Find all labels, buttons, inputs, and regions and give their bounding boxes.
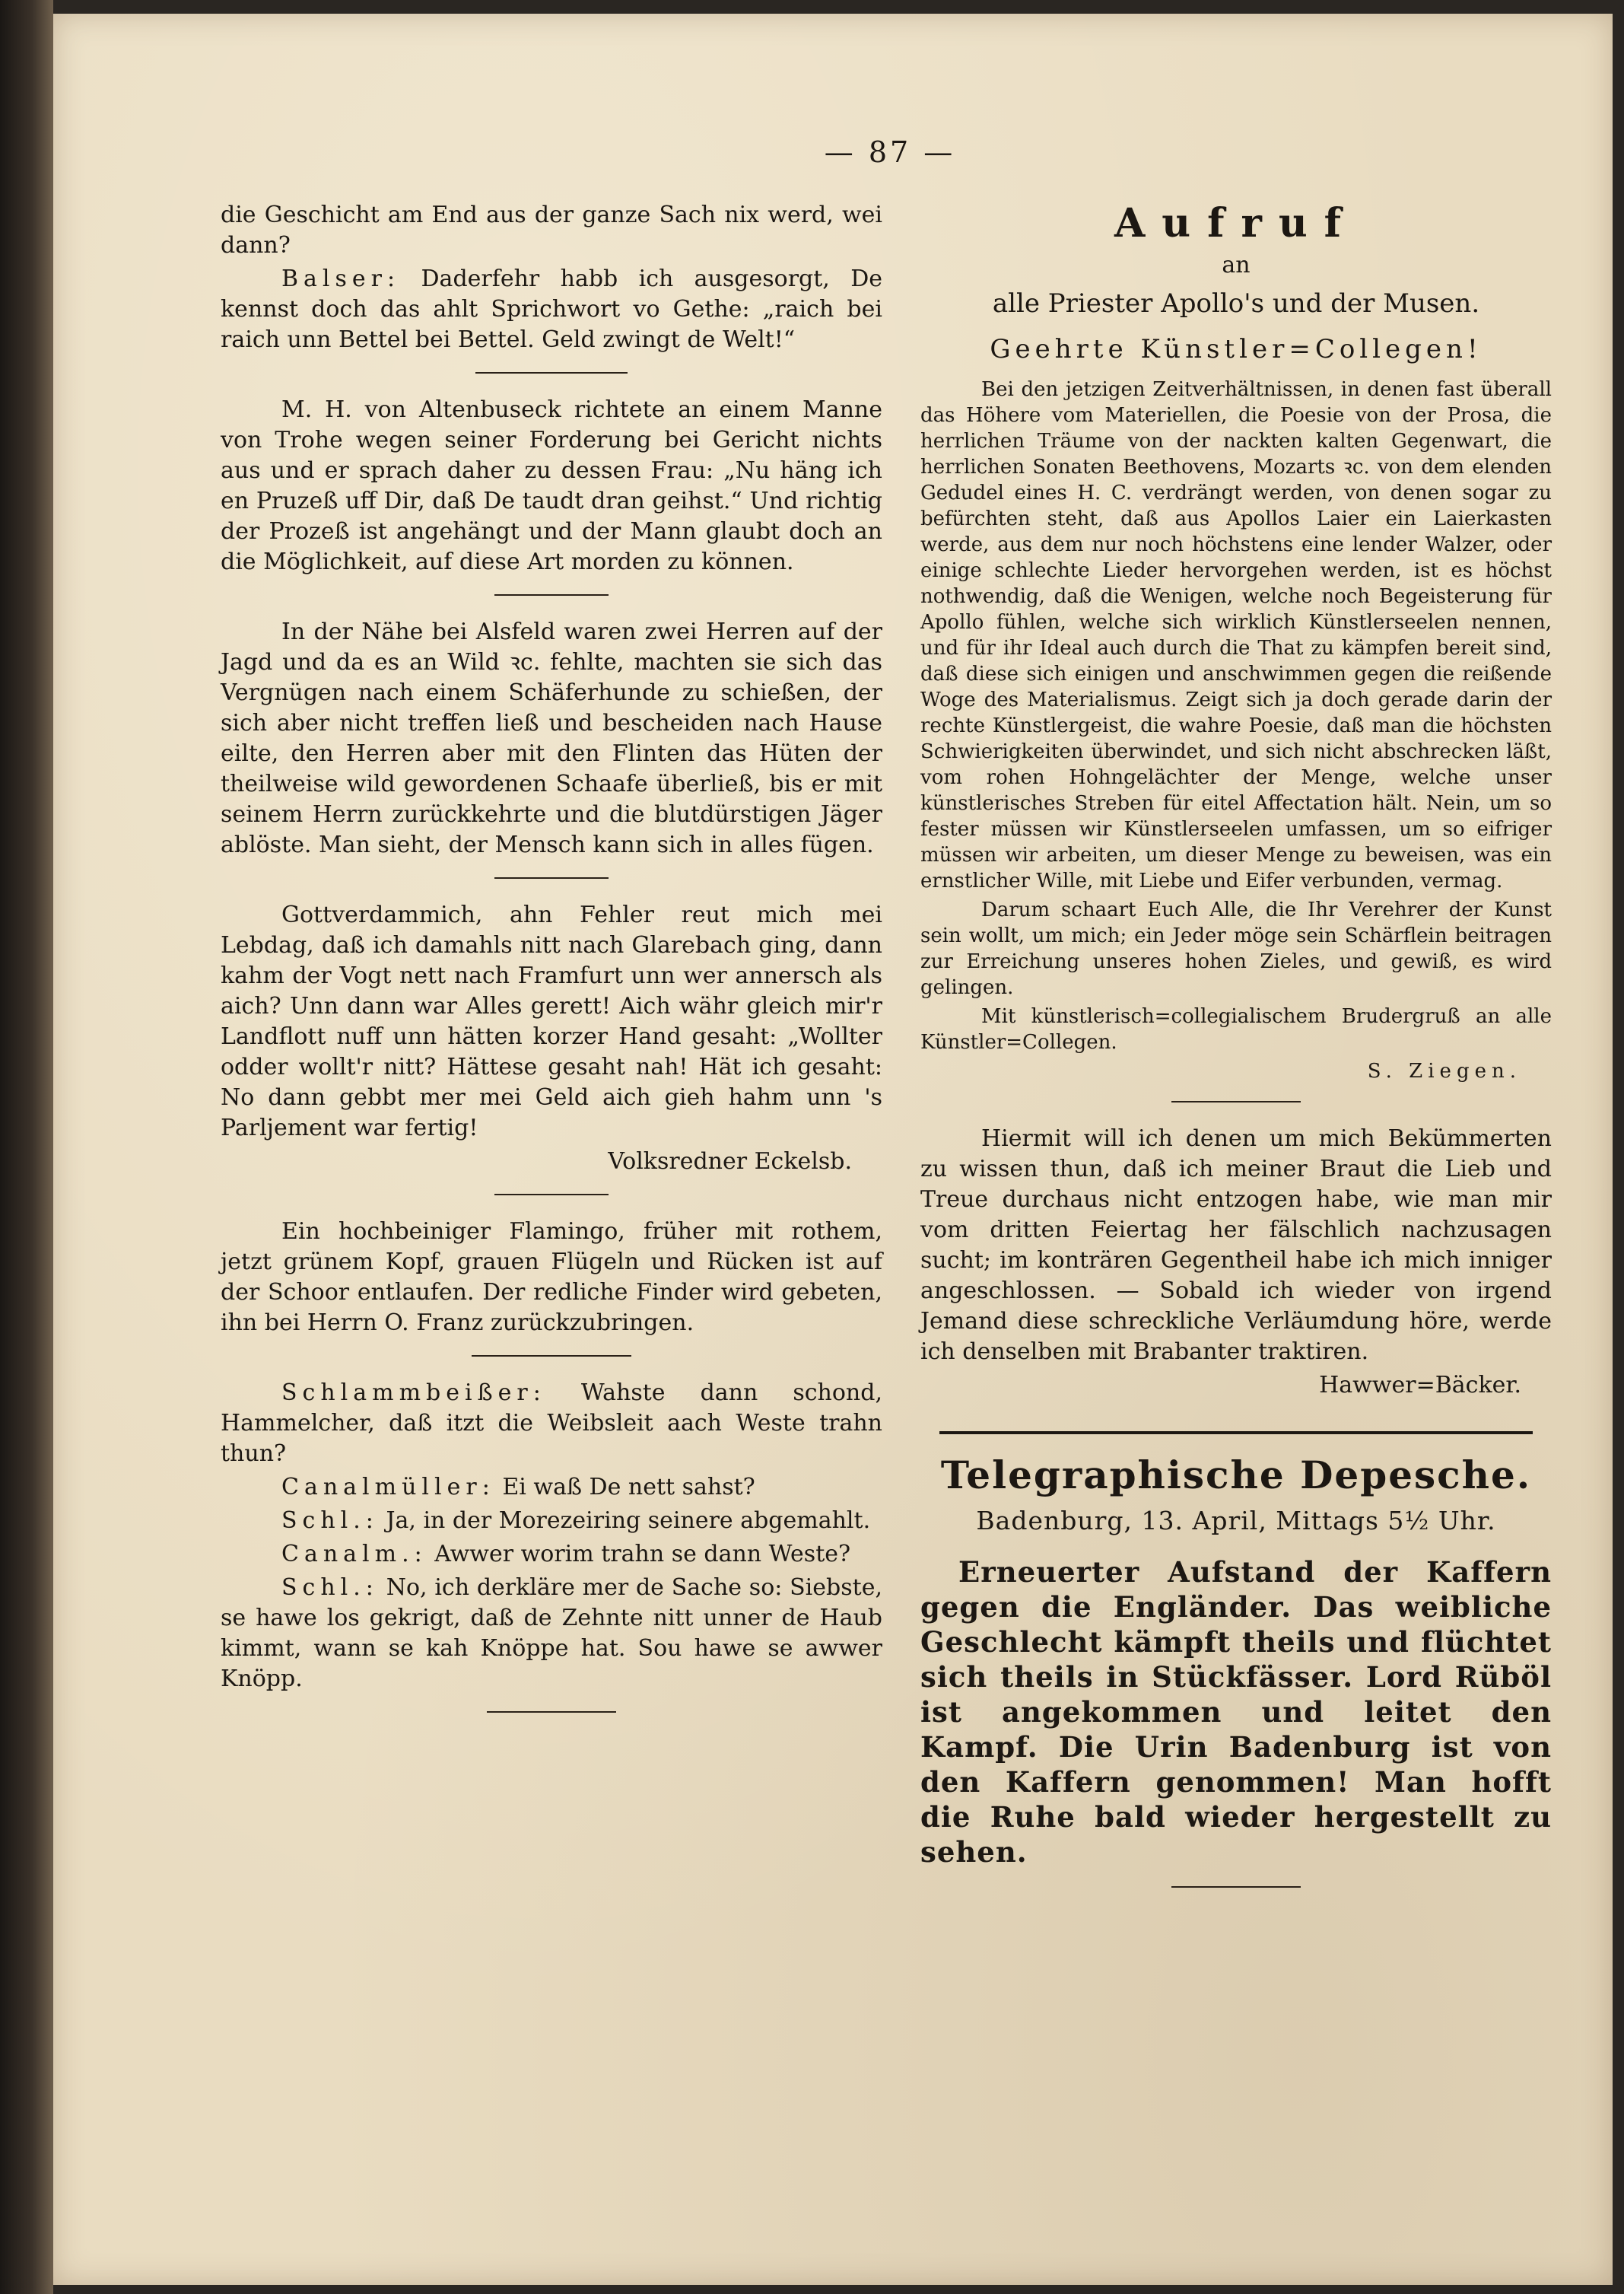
divider [1171, 1886, 1301, 1888]
dialogue-line [221, 1573, 882, 1694]
speaker-name: Canalm.: [281, 1541, 427, 1567]
text-paragraph [221, 264, 882, 355]
newspaper-page [53, 14, 1613, 2285]
text-paragraph: M. H. von Altenbuseck richtete an einem Manne von Trohe wegen seiner Forderung bei Gericht nichts aus und er sprach daher zu dessen Frau: „Nu häng ich en Pruzeß uff Dir, daß De taudt dran geihst.“ Und richtig der Prozeß ist angehängt und der Mann glaubt doch an die Möglichkeit, auf diese Art morden zu können. [221, 396, 882, 575]
speaker-text: Awwer worim trahn se dann Weste? [434, 1541, 851, 1567]
text-paragraph: Gottverdammich, ahn Fehler reut mich mei Lebdag, daß ich damahls nitt nach Glarebach ging, dann kahm der Vogt nett nach Framfurt unn wer annersch als aich? Unn dann war Alles gerett! Aich währ gleich mir'r Landflott nuff unn hätten korzer Hand gesaht: „Wollter odder wollt'r nitt? Hättese gesaht nah! Hät ich gesaht: No dann gebbt mer mei Geld aich gieh hahm unn 's Parljement war fertig! [221, 902, 882, 1141]
text-paragraph: Bei den jetzigen Zeitverhältnissen, in denen fast überall das Höhere vom Materiellen, die Poesie von der Prosa, die herrlichen Träume von der nackten kalten Gegenwart, die herrlichen Sonaten Beethovens, Mozarts ꝛc. von dem elenden Gedudel eines H. C. verdrängt werden, von denen sogar zu befürchten steht, daß aus Apollos Laier ein Laierkasten werde, aus dem nur noch höchstens eine lender Walzer, oder einige schlechte Lieder hervorgehen werden, ist es höchst nothwendig, daß die Wenigen, welche noch Begeisterung für Apollo fühlen, welche sich wirklich Künstlerseelen nennen, und für ihr Ideal auch durch die That zu kämpfen bereit sind, daß diese sich einigen und anschwimmen gegen die reißende Woge des Materialismus. Zeigt sich ja doch gerade darin der rechte Künstlergeist, die wahre Poesie, daß man die höchsten Schwierigkeiten überwindet, und sich nicht abschrecken läßt, vom rohen Hohngelächter der Menge, welche unser künstlerisches Streben für eitel Affectation hält. Nein, um so fester müssen wir Künstlerseelen umfassen, um so eifriger müssen wir arbeiten, um dieser Menge zu beweisen, was ein ernstlicher Wille, mit Liebe und Eifer verbunden, vermag. [920, 378, 1552, 892]
speaker-text: Ei waß De nett sahst? [502, 1474, 755, 1500]
speaker-text: Ja, in der Morezeiring seinere abgemahlt. [386, 1507, 871, 1534]
telegraph-dateline: Badenburg, 13. April, Mittags 5½ Uhr. [976, 1506, 1496, 1535]
signature: S. Ziegen. [1367, 1060, 1521, 1083]
page-number: — 87 — [824, 135, 956, 169]
text-paragraph: Ein hochbeiniger Flamingo, früher mit rothem, jetzt grünem Kopf, grauen Flügeln und Rücken ist auf der Schoor entlaufen. Der redliche Finder wird gebeten, ihn bei Herrn O. Franz zurückzubringen. [221, 1218, 882, 1336]
aufruf-greeting: Geehrte Künstler=Collegen! [990, 334, 1483, 364]
text-paragraph: die Geschicht am End aus der ganze Sach nix werd, wei dann? [221, 202, 882, 259]
dialogue-line [221, 1378, 882, 1469]
divider [494, 877, 609, 879]
speaker-name: Schl.: [281, 1507, 379, 1534]
scan-edge [0, 0, 53, 2294]
right-column [920, 200, 1552, 1909]
telegraph-text: Erneuerter Aufstand der Kaffern gegen die Engländer. Das weibliche Geschlecht kämpft theils und flüchtet sich theils in Stückfässer. Lord Rüböl ist angekommen und leitet den Kampf. Die Urin Badenburg ist von den Kaffern genommen! Man hofft die Ruhe bald wieder hergestellt zu sehen. [920, 1555, 1552, 1869]
signature: Hawwer=Bäcker. [1319, 1372, 1521, 1398]
divider [475, 372, 628, 374]
aufruf-an: an [1222, 252, 1251, 278]
thick-divider [939, 1431, 1533, 1434]
left-column [221, 200, 882, 1734]
divider [487, 1711, 616, 1713]
divider [494, 1194, 609, 1195]
divider [472, 1355, 631, 1357]
divider [494, 594, 609, 596]
signature: Volksredner Eckelsb. [608, 1148, 852, 1175]
dialogue-line [221, 1506, 882, 1536]
text-paragraph: In der Nähe bei Alsfeld waren zwei Herren auf der Jagd und da es an Wild ꝛc. fehlte, machten sie sich das Vergnügen nach einem Schäferhunde zu schießen, der sich aber nicht treffen ließ und bescheiden nach Hause eilte, den Herren aber mit den Flinten das Hüten der theilweise wild gewordenen Schaafe überließ, bis er mit seinem Herrn zurückkehrte und die blutdürstigen Jäger ablöste. Man sieht, der Mensch kann sich in alles fügen. [221, 619, 882, 858]
speaker-name: Balser: [281, 266, 401, 292]
aufruf-heading: Aufruf [1114, 200, 1359, 247]
speaker-name: Schl.: [281, 1574, 379, 1601]
speaker-text: Wahste dann schond, Hammelcher, daß itzt die Weibsleit aach Weste trahn thun? [221, 1379, 882, 1467]
speaker-name: Schlammbeißer: [281, 1379, 546, 1406]
text-paragraph: Darum schaart Euch Alle, die Ihr Verehrer der Kunst sein wollt, um mich; ein Jeder möge sein Schärflein beitragen zur Erreichung unseres hohen Zieles, und gewiß, es wird gelingen. [920, 899, 1552, 999]
speaker-name: Canalmüller: [281, 1474, 495, 1500]
speaker-text: No, ich derkläre mer de Sache so: Siebste, se hawe los gekrigt, daß de Zehnte nitt unner de Haub kimmt, wann se kah Knöppe hat. Sou hawe se awwer Knöpp. [221, 1574, 882, 1692]
text-paragraph: Hiermit will ich denen um mich Bekümmerten zu wissen thun, daß ich meiner Braut die Lieb und Treue durchaus nicht entzogen habe, wie man mir vom dritten Feiertag her fälschlich nachzusagen sucht; im konträren Gegentheil habe ich mich inniger angeschlossen. — Sobald ich wieder von irgend Jemand diese schreckliche Verläumdung höre, werde ich denselben mit Brabanter traktiren. [920, 1125, 1552, 1365]
dialogue-line [221, 1472, 882, 1503]
text-paragraph: Mit künstlerisch=collegialischem Brudergruß an alle Künstler=Collegen. [920, 1005, 1552, 1054]
telegraph-heading: Telegraphische Depesche. [940, 1452, 1532, 1497]
aufruf-subheading: alle Priester Apollo's und der Musen. [992, 288, 1480, 319]
divider [1171, 1101, 1301, 1102]
speaker-text: Daderfehr habb ich ausgesorgt, De kennst doch das ahlt Sprichwort vo Gethe: „raich bei raich unn Bettel bei Bettel. Geld zwingt de Welt!“ [221, 266, 882, 353]
dialogue-line [221, 1539, 882, 1570]
